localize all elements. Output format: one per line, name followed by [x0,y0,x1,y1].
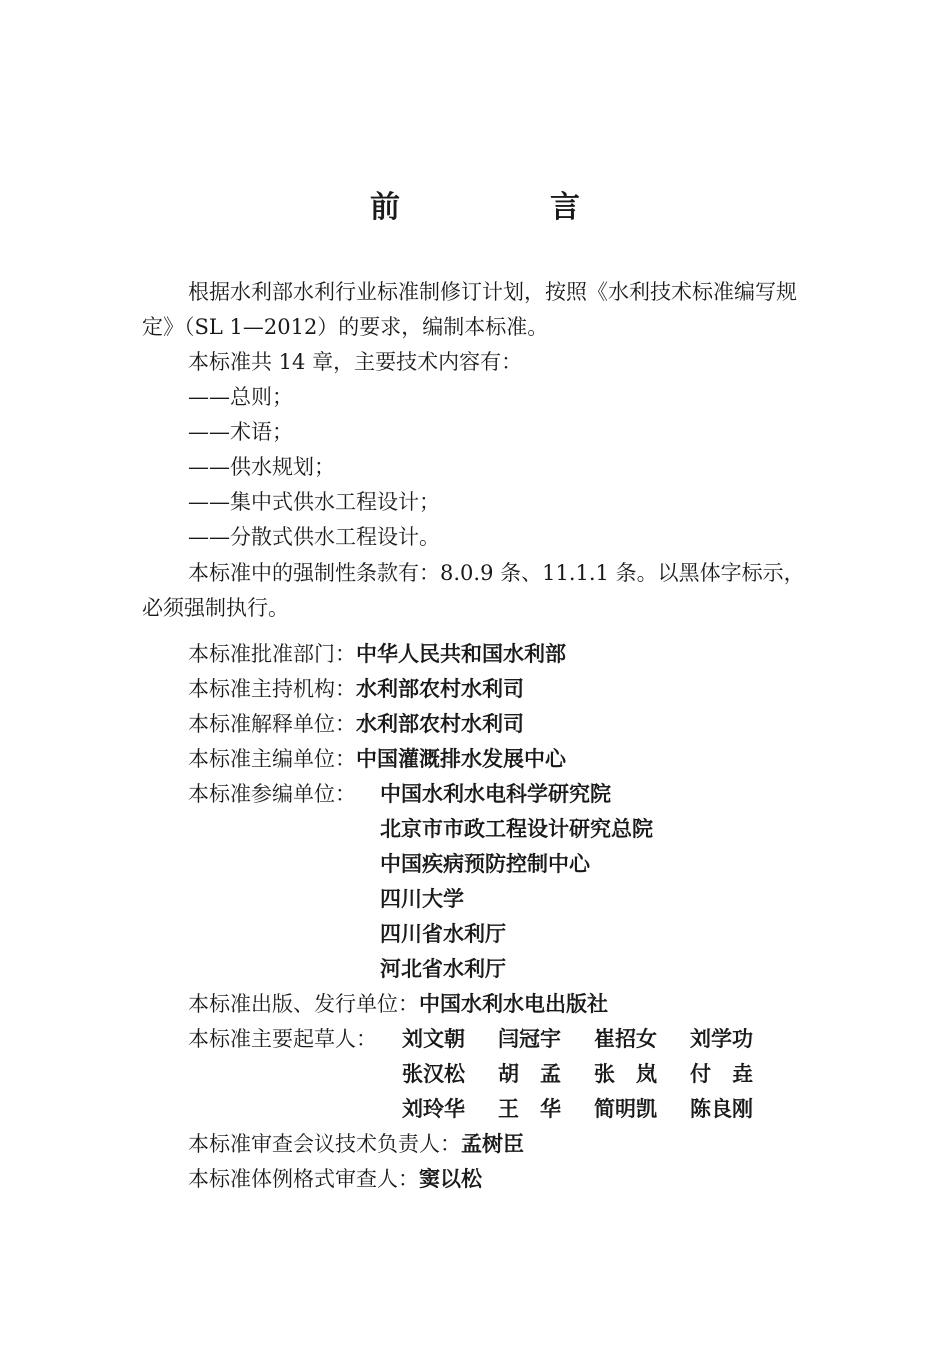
drafter-name: 王 华 [498,1097,561,1121]
drafter-name: 陈良刚 [690,1097,753,1121]
editor-row [188,743,566,773]
co-editor-unit: 中国水利水电科学研究院 [380,782,611,806]
editor-label: 本标准主编单位： [188,747,356,771]
host-value: 水利部农村水利司 [356,677,524,701]
intro-paragraph: 根据水利部水利行业标准制修订计划，按照《水利技术标准编写规定》（SL 1—2012）的要求，编制本标准。 [142,280,797,339]
format-value: 窦以松 [419,1167,482,1191]
list-item: ——分散式供水工程设计。 [188,525,440,549]
publisher-label: 本标准出版、发行单位： [188,992,419,1016]
review-label: 本标准审查会议技术负责人： [188,1132,461,1156]
drafter-name: 简明凯 [594,1097,657,1121]
page-title: 前 言 [370,190,640,225]
list-item: ——供水规划； [188,455,335,479]
host-label: 本标准主持机构： [188,677,356,701]
drafter-name: 刘文朝 [402,1027,465,1051]
approve-label: 本标准批准部门： [188,642,356,666]
drafter-name: 崔招女 [594,1027,657,1051]
drafter-name: 张汉松 [402,1062,465,1086]
format-row [188,1163,482,1193]
list-item: ——术语； [188,420,293,444]
interp-row [188,708,524,738]
co-editors-label: 本标准参编单位： [188,782,356,806]
drafter-name: 张 岚 [594,1062,657,1086]
approve-value: 中华人民共和国水利部 [356,642,566,666]
drafter-name: 付 垚 [690,1062,753,1086]
review-value: 孟树臣 [461,1132,524,1156]
format-label: 本标准体例格式审查人： [188,1167,419,1191]
approve-row [188,638,566,668]
chapters-summary: 本标准共 14 章，主要技术内容有： [188,350,523,374]
co-editor-unit: 四川省水利厅 [380,922,506,946]
drafter-name: 胡 孟 [498,1062,561,1086]
drafter-name: 闫冠宇 [498,1027,561,1051]
drafter-name: 刘玲华 [402,1097,465,1121]
publisher-value: 中国水利水电出版社 [419,992,608,1016]
co-editor-unit: 北京市市政工程设计研究总院 [380,817,653,841]
interp-value: 水利部农村水利司 [356,712,524,736]
co-editor-unit: 河北省水利厅 [380,957,506,981]
interp-label: 本标准解释单位： [188,712,356,736]
list-item: ——集中式供水工程设计； [188,490,440,514]
co-editor-unit: 中国疾病预防控制中心 [380,852,590,876]
mandatory-clauses-paragraph: 本标准中的强制性条款有：8.0.9 条、11.1.1 条。以黑体字标示，必须强制执行。 [142,561,805,620]
host-row [188,673,524,703]
drafter-name: 刘学功 [690,1027,753,1051]
review-row [188,1128,524,1158]
co-editor-unit: 四川大学 [380,887,464,911]
list-item: ——总则； [188,385,293,409]
editor-value: 中国灌溉排水发展中心 [356,747,566,771]
drafters-label: 本标准主要起草人： [188,1027,377,1051]
publisher-row [188,988,608,1018]
